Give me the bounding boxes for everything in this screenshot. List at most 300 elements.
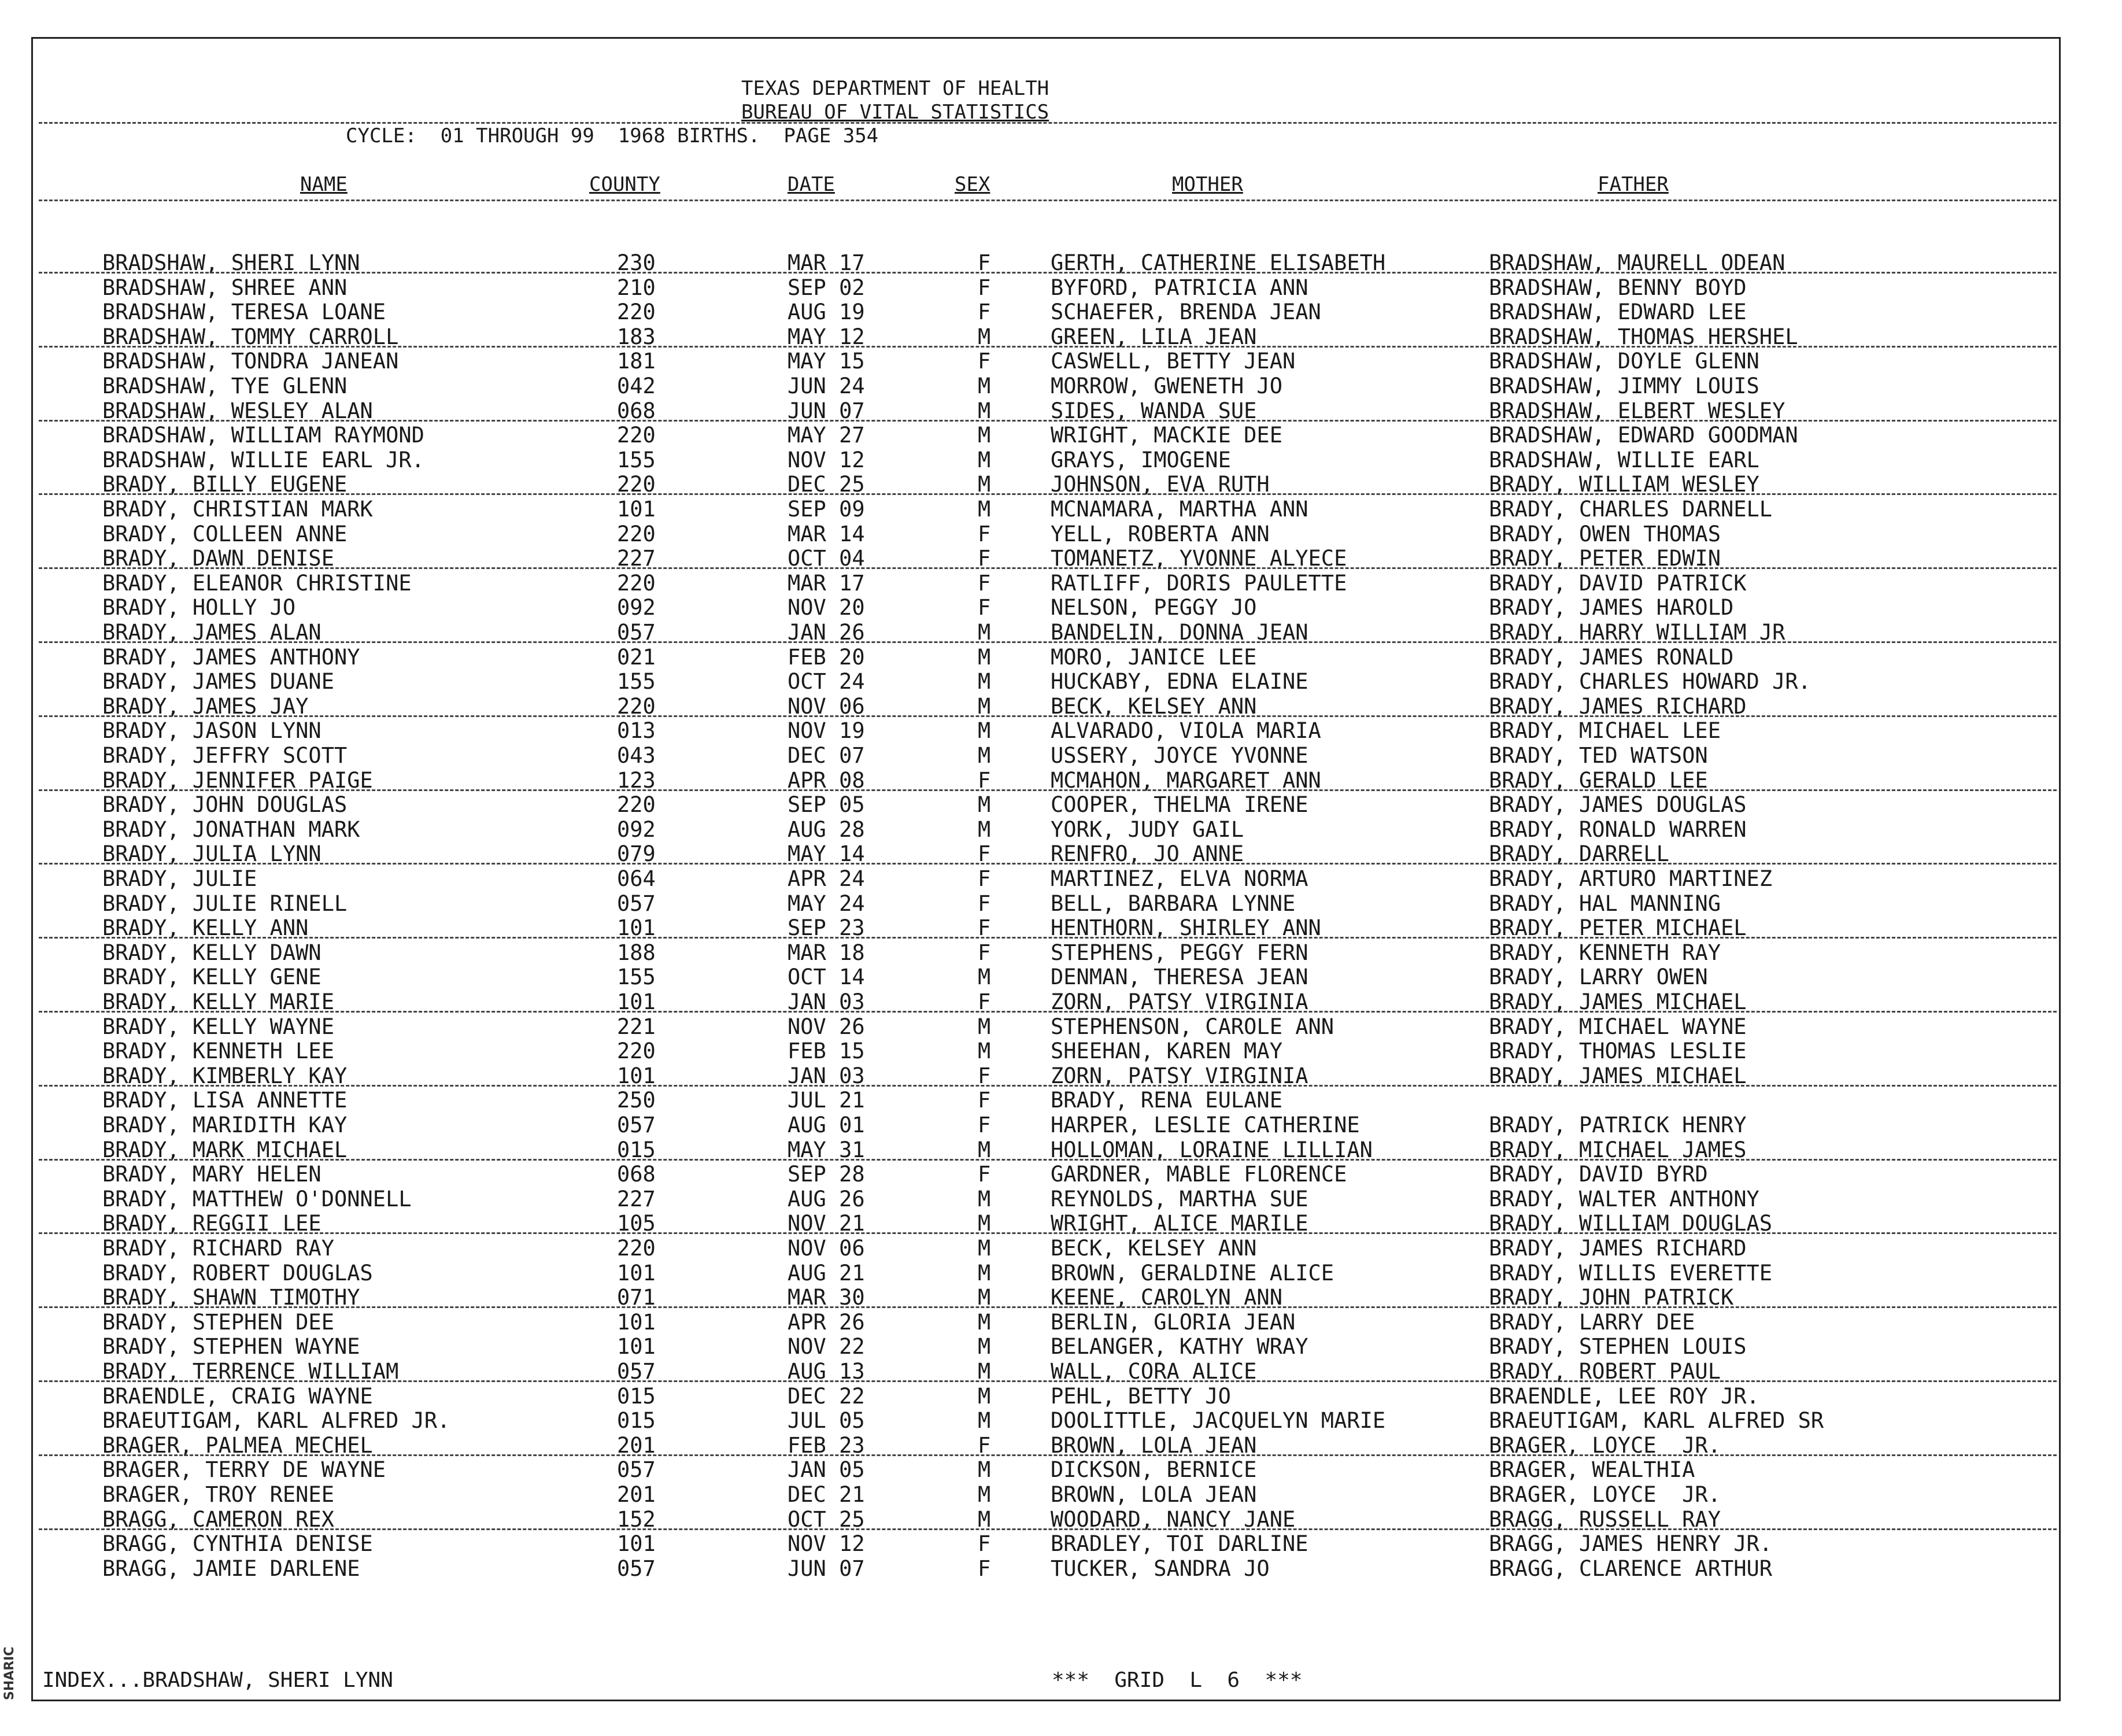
record-mother: GERTH, CATHERINE ELISABETH <box>1051 250 1386 275</box>
record-date: AUG 28 <box>788 817 865 842</box>
record-name: BRAGG, JAMIE DARLENE <box>102 1556 360 1581</box>
record-name: BRADY, KELLY MARIE <box>102 989 334 1014</box>
record-county: 227 <box>617 546 656 571</box>
record-county: 101 <box>617 1531 656 1557</box>
record-name: BRADY, JULIE RINELL <box>102 891 347 916</box>
record-date: OCT 04 <box>788 546 865 571</box>
record-name: BRADY, JAMES JAY <box>102 693 309 719</box>
record-name: BRADY, MARK MICHAEL <box>102 1137 347 1162</box>
separator-line <box>39 420 2057 422</box>
record-sex: M <box>978 693 991 719</box>
record-father: BRADY, ROBERT PAUL <box>1489 1359 1721 1384</box>
table-row <box>33 497 2059 522</box>
record-mother: NELSON, PEGGY JO <box>1051 595 1257 620</box>
record-mother: WRIGHT, MACKIE DEE <box>1051 423 1282 448</box>
record-father: BRAGER, LOYCE JR. <box>1489 1482 1721 1507</box>
table-row <box>33 275 2059 300</box>
table-row <box>33 1039 2059 1063</box>
column-header-father: FATHER <box>1598 173 1669 196</box>
record-name: BRAGG, CAMERON REX <box>102 1506 334 1532</box>
record-county: 043 <box>617 743 656 768</box>
record-mother: COOPER, THELMA IRENE <box>1051 792 1308 818</box>
record-name: BRADSHAW, TERESA LOANE <box>102 300 386 325</box>
record-father: BRADY, ARTURO MARTINEZ <box>1489 866 1773 891</box>
record-date: AUG 21 <box>788 1260 865 1286</box>
record-name: BRADY, TERRENCE WILLIAM <box>102 1359 399 1384</box>
record-name: BRADY, REGGII LEE <box>102 1211 321 1236</box>
record-mother: HUCKABY, EDNA ELAINE <box>1051 669 1308 695</box>
record-father: BRADY, JAMES MICHAEL <box>1489 1063 1747 1088</box>
table-row <box>33 300 2059 324</box>
record-mother: GREEN, LILA JEAN <box>1051 324 1257 349</box>
table-row <box>33 349 2059 374</box>
record-mother: HOLLOMAN, LORAINE LILLIAN <box>1051 1137 1373 1162</box>
record-date: MAY 14 <box>788 841 865 867</box>
record-name: BRADY, JAMES ALAN <box>102 620 321 645</box>
record-father: BRADSHAW, EDWARD LEE <box>1489 300 1747 325</box>
table-row <box>33 645 2059 670</box>
record-father: BRADY, JAMES MICHAEL <box>1489 989 1747 1014</box>
footer-grid: *** GRID L 6 *** <box>1052 1668 1303 1692</box>
record-father: BRAGG, RUSSELL RAY <box>1489 1506 1721 1532</box>
table-row <box>33 1556 2059 1581</box>
record-sex: F <box>978 866 991 891</box>
record-mother: BROWN, GERALDINE ALICE <box>1051 1260 1334 1286</box>
record-sex: M <box>978 1383 991 1409</box>
record-father: BRADSHAW, DOYLE GLENN <box>1489 349 1759 374</box>
record-name: BRADY, KELLY ANN <box>102 915 309 941</box>
record-name: BRAGER, PALMEA MECHEL <box>102 1432 373 1458</box>
record-sex: M <box>978 1506 991 1532</box>
record-mother: BELANGER, KATHY WRAY <box>1051 1334 1308 1360</box>
record-mother: BECK, KELSEY ANN <box>1051 1236 1257 1261</box>
record-father: BRADY, WILLIS EVERETTE <box>1489 1260 1773 1286</box>
record-father: BRADY, LARRY DEE <box>1489 1309 1695 1335</box>
record-father: BRADY, PETER MICHAEL <box>1489 915 1747 941</box>
separator-line <box>39 789 2057 791</box>
record-date: AUG 26 <box>788 1186 865 1211</box>
record-date: AUG 13 <box>788 1359 865 1384</box>
record-sex: M <box>978 374 991 398</box>
record-county: 013 <box>617 718 656 744</box>
footer-index: INDEX...BRADSHAW, SHERI LYNN <box>42 1668 393 1692</box>
record-father: BRAGG, CLARENCE ARTHUR <box>1489 1556 1773 1581</box>
table-row <box>33 817 2059 842</box>
record-name: BRADY, JONATHAN MARK <box>102 817 360 842</box>
record-name: BRADSHAW, SHREE ANN <box>102 275 347 300</box>
record-county: 220 <box>617 1039 656 1064</box>
record-sex: F <box>978 275 991 300</box>
record-father: BRADY, WALTER ANTHONY <box>1489 1186 1759 1211</box>
record-sex: M <box>978 1014 991 1039</box>
record-mother: HARPER, LESLIE CATHERINE <box>1051 1113 1360 1137</box>
record-father: BRADY, CHARLES HOWARD JR. <box>1489 669 1811 695</box>
table-row <box>33 965 2059 989</box>
record-mother: HENTHORN, SHIRLEY ANN <box>1051 915 1321 941</box>
record-date: MAY 31 <box>788 1137 865 1162</box>
record-sex: F <box>978 300 991 325</box>
record-father: BRADY, THOMAS LESLIE <box>1489 1039 1747 1064</box>
record-date: DEC 21 <box>788 1482 865 1507</box>
record-father: BRADY, HARRY WILLIAM JR <box>1489 620 1785 645</box>
record-father: BRADY, HAL MANNING <box>1489 891 1721 916</box>
record-county: 220 <box>617 792 656 818</box>
record-mother: MORROW, GWENETH JO <box>1051 374 1282 398</box>
table-row <box>33 423 2059 448</box>
record-date: JAN 05 <box>788 1457 865 1483</box>
record-father: BRADSHAW, EDWARD GOODMAN <box>1489 423 1798 448</box>
record-father: BRADSHAW, ELBERT WESLEY <box>1489 398 1785 423</box>
record-county: 105 <box>617 1211 656 1236</box>
record-sex: F <box>978 1162 991 1187</box>
record-date: NOV 19 <box>788 718 865 744</box>
record-mother: GARDNER, MABLE FLORENCE <box>1051 1162 1347 1187</box>
record-name: BRAEUTIGAM, KARL ALFRED JR. <box>102 1408 450 1434</box>
table-row <box>33 1236 2059 1261</box>
record-mother: BANDELIN, DONNA JEAN <box>1051 620 1308 645</box>
separator-line <box>39 1159 2057 1161</box>
separator-line <box>39 1528 2057 1530</box>
record-name: BRADY, KELLY DAWN <box>102 940 321 965</box>
record-mother: MCMAHON, MARGARET ANN <box>1051 767 1321 793</box>
separator-line <box>39 1454 2057 1456</box>
record-county: 101 <box>617 1309 656 1335</box>
record-name: BRADY, JENNIFER PAIGE <box>102 767 373 793</box>
record-name: BRADY, ELEANOR CHRISTINE <box>102 570 412 596</box>
record-father: BRADY, JAMES RICHARD <box>1489 1236 1747 1261</box>
column-header-mother: MOTHER <box>1172 173 1243 196</box>
record-date: MAY 12 <box>788 324 865 349</box>
record-date: NOV 26 <box>788 1014 865 1039</box>
record-sex: F <box>978 891 991 916</box>
record-sex: M <box>978 1186 991 1211</box>
record-date: APR 24 <box>788 866 865 891</box>
record-sex: M <box>978 792 991 818</box>
record-sex: M <box>978 447 991 472</box>
record-sex: F <box>978 1113 991 1137</box>
record-county: 101 <box>617 497 656 522</box>
record-county: 183 <box>617 324 656 349</box>
record-date: MAR 30 <box>788 1285 865 1310</box>
record-mother: DOOLITTLE, JACQUELYN MARIE <box>1051 1408 1386 1434</box>
record-father: BRADY, RONALD WARREN <box>1489 817 1747 842</box>
record-date: APR 08 <box>788 767 865 793</box>
record-sex: M <box>978 1211 991 1236</box>
record-mother: BROWN, LOLA JEAN <box>1051 1432 1257 1458</box>
record-name: BRADY, MARY HELEN <box>102 1162 321 1187</box>
table-row <box>33 1408 2059 1433</box>
record-county: 201 <box>617 1432 656 1458</box>
record-father: BRADY, JAMES HAROLD <box>1489 595 1734 620</box>
record-county: 220 <box>617 570 656 596</box>
record-county: 101 <box>617 915 656 941</box>
record-date: OCT 24 <box>788 669 865 695</box>
record-mother: RATLIFF, DORIS PAULETTE <box>1051 570 1347 596</box>
record-name: BRADY, JAMES DUANE <box>102 669 334 695</box>
record-name: BRADY, STEPHEN WAYNE <box>102 1334 360 1360</box>
record-date: SEP 05 <box>788 792 865 818</box>
record-county: 064 <box>617 866 656 891</box>
table-row <box>33 891 2059 916</box>
record-sex: M <box>978 817 991 842</box>
record-date: MAY 27 <box>788 423 865 448</box>
record-father: BRADY, DAVID BYRD <box>1489 1162 1708 1187</box>
record-county: 181 <box>617 349 656 374</box>
table-row <box>33 743 2059 768</box>
record-father: BRAGG, JAMES HENRY JR. <box>1489 1531 1773 1557</box>
separator-line <box>39 1085 2057 1087</box>
separator-line <box>39 272 2057 274</box>
record-sex: F <box>978 940 991 965</box>
table-row <box>33 1531 2059 1556</box>
record-name: BRADSHAW, TONDRA JANEAN <box>102 349 399 374</box>
record-mother: YORK, JUDY GAIL <box>1051 817 1244 842</box>
separator-line <box>39 567 2057 569</box>
record-county: 015 <box>617 1408 656 1434</box>
record-father: BRADY, MICHAEL WAYNE <box>1489 1014 1747 1039</box>
record-date: NOV 06 <box>788 1236 865 1261</box>
record-name: BRADSHAW, TYE GLENN <box>102 374 347 398</box>
record-name: BRADY, BILLY EUGENE <box>102 472 347 497</box>
record-county: 057 <box>617 1113 656 1137</box>
record-mother: TUCKER, SANDRA JO <box>1051 1556 1270 1581</box>
separator-line <box>39 1011 2057 1013</box>
record-mother: MCNAMARA, MARTHA ANN <box>1051 497 1308 522</box>
record-father: BRADY, PETER EDWIN <box>1489 546 1721 571</box>
record-county: 155 <box>617 447 656 472</box>
table-row <box>33 1261 2059 1286</box>
record-date: MAY 24 <box>788 891 865 916</box>
record-county: 221 <box>617 1014 656 1039</box>
record-name: BRADY, JAMES ANTHONY <box>102 644 360 670</box>
record-date: FEB 23 <box>788 1432 865 1458</box>
record-name: BRADY, KIMBERLY KAY <box>102 1063 347 1088</box>
record-name: BRADY, DAWN DENISE <box>102 546 334 571</box>
separator-line <box>39 641 2057 643</box>
record-mother: BRADLEY, TOI DARLINE <box>1051 1531 1308 1557</box>
record-county: 057 <box>617 891 656 916</box>
record-mother: BELL, BARBARA LYNNE <box>1051 891 1296 916</box>
record-county: 057 <box>617 1359 656 1384</box>
record-county: 220 <box>617 472 656 497</box>
table-row <box>33 792 2059 817</box>
record-name: BRADY, KENNETH LEE <box>102 1039 334 1064</box>
record-date: FEB 15 <box>788 1039 865 1064</box>
record-date: JUN 24 <box>788 374 865 398</box>
record-sex: M <box>978 324 991 349</box>
record-sex: M <box>978 1260 991 1286</box>
table-row <box>33 1187 2059 1211</box>
record-mother: STEPHENSON, CAROLE ANN <box>1051 1014 1334 1039</box>
record-sex: F <box>978 349 991 374</box>
record-sex: F <box>978 841 991 867</box>
record-county: 155 <box>617 669 656 695</box>
record-sex: M <box>978 1039 991 1064</box>
record-mother: ZORN, PATSY VIRGINIA <box>1051 989 1308 1014</box>
record-sex: F <box>978 521 991 546</box>
record-sex: M <box>978 669 991 695</box>
record-name: BRAGER, TERRY DE WAYNE <box>102 1457 386 1483</box>
record-father: BRADY, DAVID PATRICK <box>1489 570 1747 596</box>
record-county: 155 <box>617 965 656 990</box>
record-date: MAR 17 <box>788 570 865 596</box>
record-father: BRADY, JAMES RICHARD <box>1489 693 1747 719</box>
record-father: BRADY, MICHAEL LEE <box>1489 718 1721 744</box>
record-mother: RENFRO, JO ANNE <box>1051 841 1244 867</box>
record-county: 152 <box>617 1506 656 1532</box>
header-cycle: CYCLE: 01 THROUGH 99 1968 BIRTHS. PAGE 354 <box>346 124 879 147</box>
record-name: BRADY, COLLEEN ANNE <box>102 521 347 546</box>
record-father: BRADY, LARRY OWEN <box>1489 965 1708 990</box>
record-father: BRADY, JOHN PATRICK <box>1489 1285 1734 1310</box>
record-county: 188 <box>617 940 656 965</box>
separator-line <box>39 1306 2057 1308</box>
record-name: BRADY, ROBERT DOUGLAS <box>102 1260 373 1286</box>
separator-line <box>39 1232 2057 1234</box>
record-sex: M <box>978 1408 991 1434</box>
record-county: 015 <box>617 1383 656 1409</box>
record-father: BRAGER, WEALTHIA <box>1489 1457 1695 1483</box>
record-name: BRADY, JEFFRY SCOTT <box>102 743 347 768</box>
record-name: BRADSHAW, WILLIE EARL JR. <box>102 447 424 472</box>
document-frame <box>31 37 2061 1701</box>
record-county: 068 <box>617 398 656 423</box>
record-date: DEC 25 <box>788 472 865 497</box>
record-county: 015 <box>617 1137 656 1162</box>
separator-line <box>39 1380 2057 1382</box>
record-name: BRAGG, CYNTHIA DENISE <box>102 1531 373 1557</box>
record-county: 042 <box>617 374 656 398</box>
record-date: JUN 07 <box>788 398 865 423</box>
table-row <box>33 448 2059 472</box>
record-date: JUL 21 <box>788 1088 865 1113</box>
record-mother: GRAYS, IMOGENE <box>1051 447 1231 472</box>
separator-line <box>39 715 2057 717</box>
record-sex: F <box>978 1088 991 1113</box>
record-father: BRADY, GERALD LEE <box>1489 767 1708 793</box>
record-sex: M <box>978 644 991 670</box>
record-date: MAR 17 <box>788 250 865 275</box>
record-date: OCT 25 <box>788 1506 865 1532</box>
record-date: JAN 26 <box>788 620 865 645</box>
record-mother: CASWELL, BETTY JEAN <box>1051 349 1296 374</box>
record-mother: REYNOLDS, MARTHA SUE <box>1051 1186 1308 1211</box>
record-sex: M <box>978 472 991 497</box>
record-date: AUG 19 <box>788 300 865 325</box>
table-row <box>33 1457 2059 1482</box>
record-sex: M <box>978 398 991 423</box>
record-county: 057 <box>617 1457 656 1483</box>
record-county: 123 <box>617 767 656 793</box>
record-father: BRADY, CHARLES DARNELL <box>1489 497 1773 522</box>
record-father: BRADY, PATRICK HENRY <box>1489 1113 1747 1137</box>
record-date: FEB 20 <box>788 644 865 670</box>
record-mother: YELL, ROBERTA ANN <box>1051 521 1270 546</box>
record-county: 101 <box>617 1260 656 1286</box>
record-county: 220 <box>617 693 656 719</box>
record-date: JAN 03 <box>788 1063 865 1088</box>
record-county: 250 <box>617 1088 656 1113</box>
record-county: 220 <box>617 1236 656 1261</box>
table-row <box>33 1384 2059 1409</box>
record-date: SEP 28 <box>788 1162 865 1187</box>
table-row <box>33 1113 2059 1137</box>
column-header-county: COUNTY <box>589 173 660 196</box>
table-row <box>33 866 2059 891</box>
header-bureau: BUREAU OF VITAL STATISTICS <box>741 101 1049 124</box>
record-sex: M <box>978 1236 991 1261</box>
record-sex: M <box>978 1359 991 1384</box>
record-sex: F <box>978 250 991 275</box>
table-row <box>33 940 2059 965</box>
record-county: 057 <box>617 620 656 645</box>
record-mother: BRADY, RENA EULANE <box>1051 1088 1282 1113</box>
record-name: BRADSHAW, TOMMY CARROLL <box>102 324 399 349</box>
record-father: BRADY, JAMES DOUGLAS <box>1489 792 1747 818</box>
record-date: JUN 07 <box>788 1556 865 1581</box>
record-father: BRAGER, LOYCE JR. <box>1489 1432 1721 1458</box>
record-sex: F <box>978 915 991 941</box>
record-date: SEP 09 <box>788 497 865 522</box>
separator-line <box>39 346 2057 348</box>
record-mother: ALVARADO, VIOLA MARIA <box>1051 718 1321 744</box>
record-father: BRAENDLE, LEE ROY JR. <box>1489 1383 1759 1409</box>
column-header-date: DATE <box>788 173 835 196</box>
record-sex: F <box>978 570 991 596</box>
table-row <box>33 522 2059 546</box>
record-county: 101 <box>617 1063 656 1088</box>
record-date: JAN 03 <box>788 989 865 1014</box>
record-name: BRADY, HOLLY JO <box>102 595 296 620</box>
record-mother: BROWN, LOLA JEAN <box>1051 1482 1257 1507</box>
record-name: BRADSHAW, WILLIAM RAYMOND <box>102 423 424 448</box>
record-mother: SIDES, WANDA SUE <box>1051 398 1257 423</box>
record-mother: SHEEHAN, KAREN MAY <box>1051 1039 1282 1064</box>
record-county: 092 <box>617 817 656 842</box>
record-father: BRADY, WILLIAM WESLEY <box>1489 472 1759 497</box>
record-county: 201 <box>617 1482 656 1507</box>
table-row <box>33 1014 2059 1039</box>
table-row <box>33 1162 2059 1187</box>
record-name: BRADY, STEPHEN DEE <box>102 1309 334 1335</box>
record-mother: BERLIN, GLORIA JEAN <box>1051 1309 1296 1335</box>
record-county: 230 <box>617 250 656 275</box>
separator-line <box>39 863 2057 865</box>
record-date: OCT 14 <box>788 965 865 990</box>
record-date: DEC 07 <box>788 743 865 768</box>
record-name: BRADY, CHRISTIAN MARK <box>102 497 373 522</box>
record-date: DEC 22 <box>788 1383 865 1409</box>
table-row <box>33 571 2059 596</box>
record-sex: F <box>978 767 991 793</box>
record-county: 227 <box>617 1186 656 1211</box>
record-name: BRADSHAW, WESLEY ALAN <box>102 398 373 423</box>
record-sex: F <box>978 1432 991 1458</box>
record-father: BRADSHAW, BENNY BOYD <box>1489 275 1747 300</box>
table-row <box>33 595 2059 620</box>
column-header-sex: SEX <box>955 173 990 196</box>
record-mother: PEHL, BETTY JO <box>1051 1383 1231 1409</box>
record-father: BRADY, DARRELL <box>1489 841 1669 867</box>
record-date: AUG 01 <box>788 1113 865 1137</box>
record-county: 068 <box>617 1162 656 1187</box>
record-county: 021 <box>617 644 656 670</box>
record-sex: F <box>978 1531 991 1557</box>
record-county: 210 <box>617 275 656 300</box>
record-mother: WRIGHT, ALICE MARILE <box>1051 1211 1308 1236</box>
record-name: BRADY, JASON LYNN <box>102 718 321 744</box>
record-sex: M <box>978 1334 991 1360</box>
